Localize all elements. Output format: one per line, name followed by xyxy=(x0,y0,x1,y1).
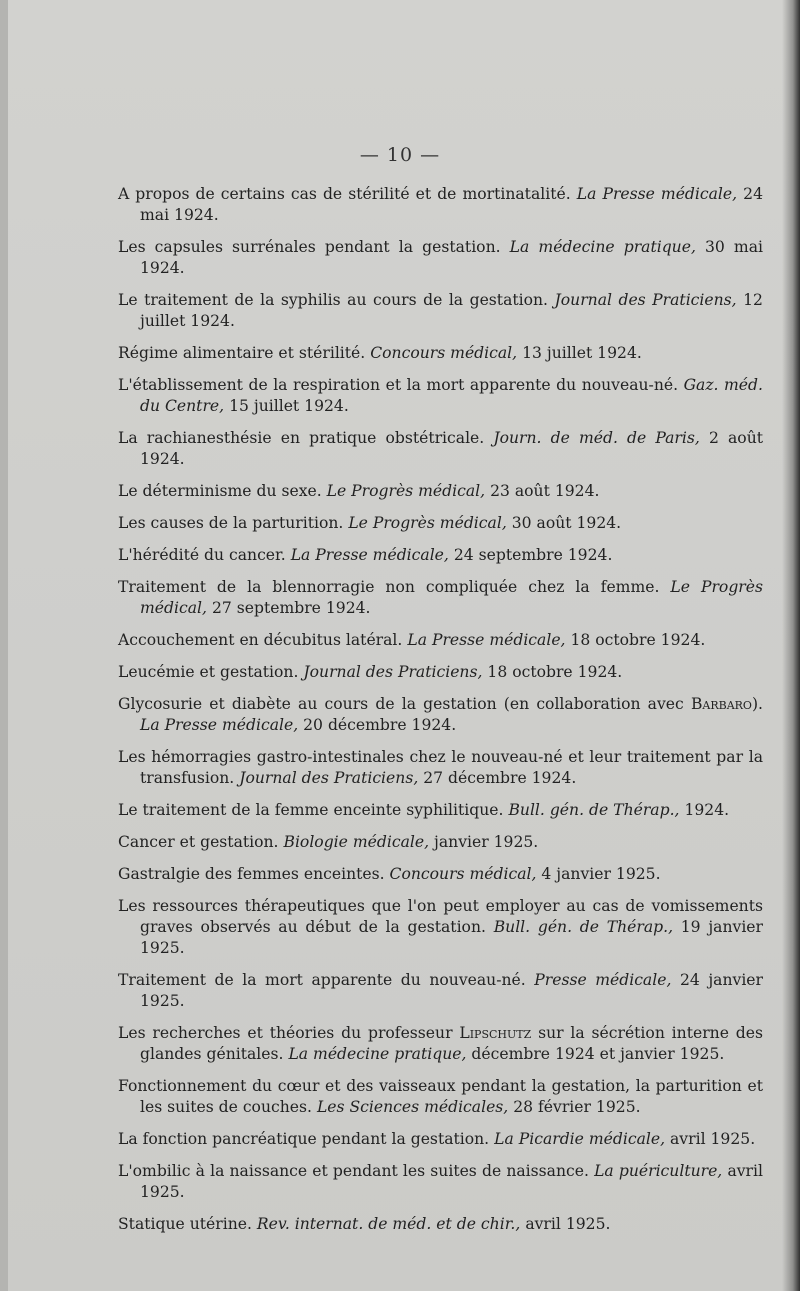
bibliography-entry: Le traitement de la syphilis au cours de la gestation. Journal des Praticiens, 12 juillet 1924. xyxy=(118,291,763,330)
bibliography-entry: Régime alimentaire et stérilité. Concours médical, 13 juillet 1924. xyxy=(118,344,642,362)
bibliography-entry: La rachianesthésie en pratique obstétricale. Journ. de méd. de Paris, 2 août 1924. xyxy=(118,429,763,468)
bibliography-entry: Les causes de la parturition. Le Progrès médical, 30 août 1924. xyxy=(118,514,622,532)
bibliography-entry: Les hémorragies gastro-intestinales chez le nouveau-né et leur traitement par la transfusion. Journal des Praticiens, 27 décembre 1924. xyxy=(118,748,763,787)
page-left-edge xyxy=(0,0,8,1291)
bibliography-entry: A propos de certains cas de stérilité et de mortinatalité. La Presse médicale, 24 mai 1924. xyxy=(118,185,763,224)
author-name: Lipschutz xyxy=(459,1024,532,1042)
bibliography-entry: Gastralgie des femmes enceintes. Concours médical, 4 janvier 1925. xyxy=(118,865,661,883)
bibliography-entry: Traitement de la mort apparente du nouveau-né. Presse médicale, 24 janvier 1925. xyxy=(118,971,763,1010)
bibliography-entry: Les ressources thérapeutiques que l'on peut employer au cas de vomissements graves observés au début de la gestation. Bull. gén. de Thérap., 19 janvier 1925. xyxy=(118,897,763,957)
bibliography-entry: Le déterminisme du sexe. Le Progrès médical, 23 août 1924. xyxy=(118,482,600,500)
page-number: — 10 — xyxy=(359,144,441,166)
bibliography-entry: Les capsules surrénales pendant la gestation. La médecine pratique, 30 mai 1924. xyxy=(118,238,763,277)
bibliography-entry: La fonction pancréatique pendant la gestation. La Picardie médicale, avril 1925. xyxy=(118,1130,756,1148)
bibliography-entry: Fonctionnement du cœur et des vaisseaux pendant la gestation, la parturition et les suites de couches. Les Sciences médicales, 28 février 1925. xyxy=(118,1077,763,1116)
bibliography-entry: Statique utérine. Rev. internat. de méd. et de chir., avril 1925. xyxy=(118,1215,611,1233)
bibliography-entry: Cancer et gestation. Biologie médicale, janvier 1925. xyxy=(118,833,539,851)
collaborator-name: Barbaro). xyxy=(690,695,763,713)
bibliography-entry: Leucémie et gestation. Journal des Praticiens, 18 octobre 1924. xyxy=(118,663,623,681)
page-right-shadow xyxy=(782,0,800,1291)
bibliography-entry: L'ombilic à la naissance et pendant les suites de naissance. La puériculture, avril 1925. xyxy=(118,1162,763,1201)
bibliography-entry: L'établissement de la respiration et la mort apparente du nouveau-né. Gaz. méd. du Centre, 15 juillet 1924. xyxy=(118,376,763,415)
bibliography-entry: Les recherches et théories du professeur Lipschutz sur la sécrétion interne des glandes génitales. La médecine pratique, décembre 1924 et janvier 1925. xyxy=(118,1024,763,1063)
bibliography-entry: Traitement de la blennorragie non compliquée chez la femme. Le Progrès médical, 27 septembre 1924. xyxy=(118,578,763,617)
bibliography-entry: Glycosurie et diabète au cours de la gestation (en collaboration avec Barbaro). La Presse médicale, 20 décembre 1924. xyxy=(118,695,763,734)
bibliography-entry: Accouchement en décubitus latéral. La Presse médicale, 18 octobre 1924. xyxy=(118,631,706,649)
bibliography-entry: Le traitement de la femme enceinte syphilitique. Bull. gén. de Thérap., 1924. xyxy=(118,801,730,819)
bibliography-entry: L'hérédité du cancer. La Presse médicale, 24 septembre 1924. xyxy=(118,546,613,564)
bibliography-list xyxy=(118,184,763,1246)
